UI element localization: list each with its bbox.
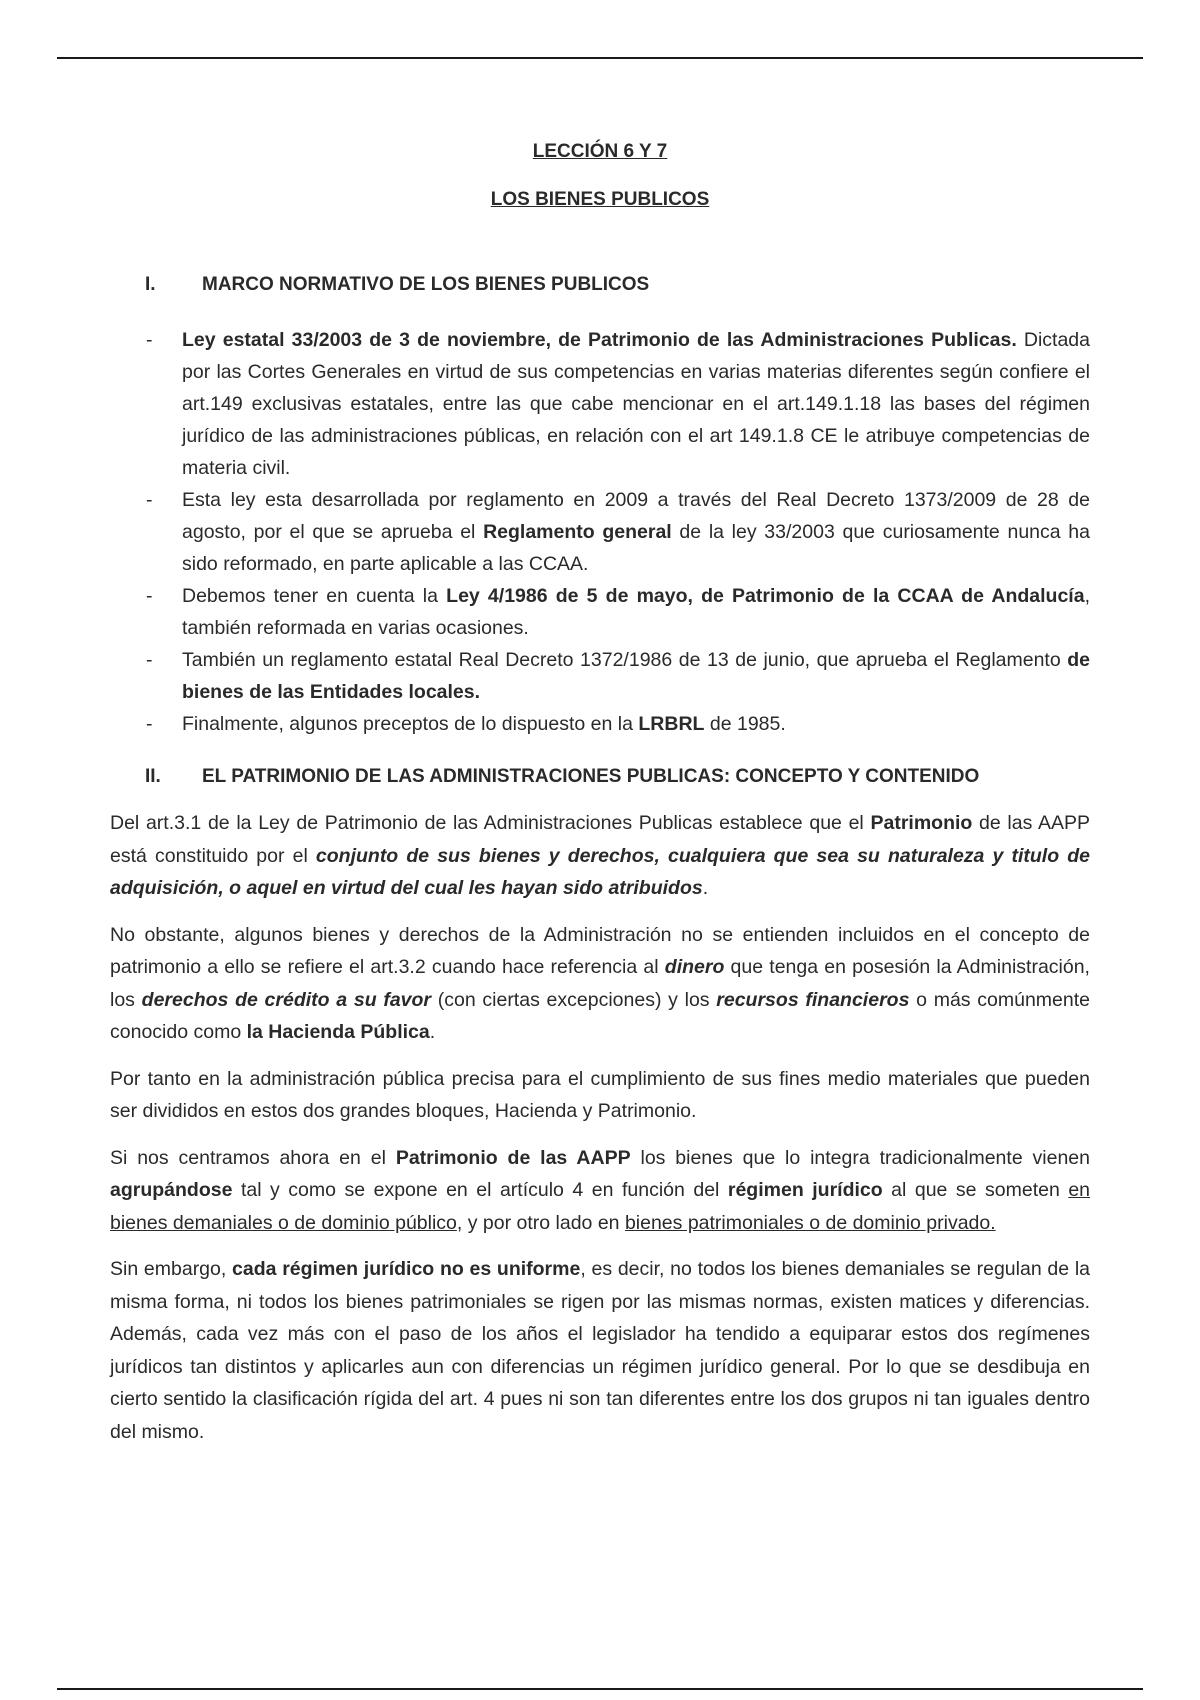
document-body [110,138,1090,1448]
top-divider [57,57,1143,59]
section-title: EL PATRIMONIO DE LAS ADMINISTRACIONES PUBLICAS: CONCEPTO Y CONTENIDO [202,766,980,787]
paragraph-non-uniform-regime: Sin embargo, cada régimen jurídico no es uniforme, es decir, no todos los bienes demaniales se regulan de la misma forma, ni todos los bienes patrimoniales se rigen por las mismas normas, existen matices y diferencias. Además, cada vez más con el paso de los años el legislador ha tendido a equiparar estos dos regímenes jurídicos tan distintos y aplicarles aun con diferencias un régimen jurídico general. Por lo que se desdibuja en cierto sentido la clasificación rígida del art. 4 pues ni son tan diferentes entre los dos grupos ni tan iguales dentro del mismo. [110,1258,1091,1443]
section-title: MARCO NORMATIVO DE LOS BIENES PUBLICOS [202,274,650,295]
legal-framework-list [110,324,1090,740]
section-heading-1 [110,272,1090,298]
paragraph-patrimonio-definition: Del art.3.1 de la Ley de Patrimonio de las Administraciones Publicas establece que el Patrimonio de las AAPP está constituido por el conjunto de sus bienes y derechos, cualquiera que sea su naturaleza y titulo de adquisición, o aquel en virtud del cual les hayan sido atribuidos. [110,812,1090,899]
list-item: - Ley estatal 33/2003 de 3 de noviembre, de Patrimonio de las Administraciones Publicas. Dictada por las Cortes Generales en virtud de sus competencias en varias materias diferentes según confiere el art.149 exclusivas estatales, entre las que cabe mencionar en el art.149.1.18 las bases del régimen jurídico de las administraciones públicas, en relación con el art 149.1.8 CE le atribuye competencias de materia civil. [110,324,1090,484]
section-number: II. [145,766,161,787]
list-item: - Esta ley esta desarrollada por reglamento en 2009 a través del Real Decreto 1373/2009 de 28 de agosto, por el que se aprueba el Reglamento general de la ley 33/2003 que curiosamente nunca ha sido reformado, en parte aplicable a las CCAA. [110,484,1090,580]
lesson-title: LECCIÓN 6 Y 7 [532,141,668,162]
section-number: I. [145,274,156,295]
paragraph-hacienda-patrimonio: Por tanto en la administración pública precisa para el cumplimiento de sus fines medio materiales que pueden ser divididos en estos dos grandes bloques, Hacienda y Patrimonio. [110,1067,1090,1122]
bottom-divider [57,1688,1143,1690]
paragraph-classification: Si nos centramos ahora en el Patrimonio de las AAPP los bienes que lo integra tradicionalmente vienen agrupándose tal y como se expone en el artículo 4 en función del régimen jurídico al que se someten en bienes demaniales o de dominio público, y por otro lado en bienes patrimoniales o de dominio privado. [110,1146,1091,1234]
section-heading-2 [110,764,1090,790]
list-item: - Debemos tener en cuenta la Ley 4/1986 de 5 de mayo, de Patrimonio de la CCAA de Andalucía, también reformada en varias ocasiones. [110,580,1090,644]
list-item: - Finalmente, algunos preceptos de lo dispuesto en la LRBRL de 1985. [110,708,1090,740]
paragraph-exclusions: No obstante, algunos bienes y derechos de la Administración no se entienden incluidos en el concepto de patrimonio a ello se refiere el art.3.2 cuando hace referencia al dinero que tenga en posesión la Administración, los derechos de crédito a su favor (con ciertas excepciones) y los recursos financieros o más comúnmente conocido como la Hacienda Pública. [110,923,1090,1043]
lesson-subtitle: LOS BIENES PUBLICOS [490,189,710,210]
list-item: - También un reglamento estatal Real Decreto 1372/1986 de 13 de junio, que aprueba el Reglamento de bienes de las Entidades locales. [110,644,1090,708]
